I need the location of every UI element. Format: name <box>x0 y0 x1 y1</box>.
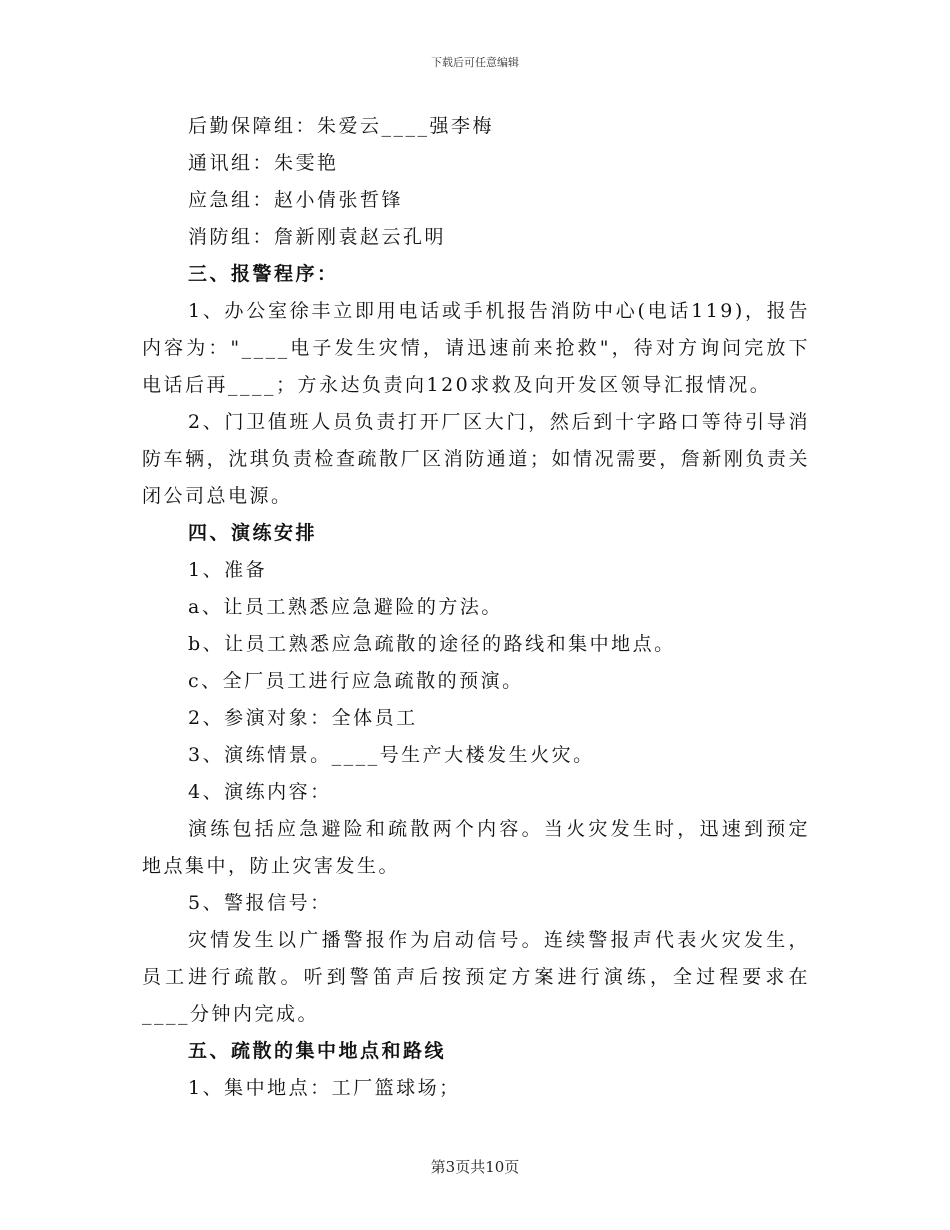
section-5-item-1: 1、集中地点：工厂篮球场； <box>188 1077 461 1099</box>
emergency-group-line: 应急组：赵小倩张哲锋 <box>188 189 404 211</box>
communication-group-line: 通讯组：朱雯艳 <box>188 152 339 174</box>
section-4-item-4: 4、演练内容： <box>188 781 332 803</box>
logistics-group-line: 后勤保障组：朱爱云____强李梅 <box>188 115 495 137</box>
section-4-item-5: 5、警报信号： <box>188 892 332 914</box>
section-4-item-a: a、让员工熟悉应急避险的方法。 <box>188 596 503 618</box>
section-4-item-2: 2、参演对象：全体员工 <box>188 707 418 729</box>
fire-group-line: 消防组：詹新刚袁赵云孔明 <box>188 226 447 248</box>
section-3-paragraph-2: 2、门卫值班人员负责打开厂区大门，然后到十字路口等待引导消防车辆，沈琪负责检查疏散厂区消防通道；如情况需要，詹新刚负责关闭公司总电源。 <box>142 411 810 507</box>
document-body <box>142 108 810 1107</box>
section-4-item-b: b、让员工熟悉应急疏散的途径的路线和集中地点。 <box>188 633 676 655</box>
section-4-item-4-paragraph: 演练包括应急避险和疏散两个内容。当火灾发生时，迅速到预定地点集中，防止灾害发生。 <box>142 818 810 877</box>
page-header-note: 下载后可任意编辑 <box>431 56 519 69</box>
section-4-item-1 <box>142 552 810 589</box>
section-4-item-5-paragraph: 灾情发生以广播警报作为启动信号。连续警报声代表火灾发生，员工进行疏散。听到警笛声后按预定方案进行演练，全过程要求在____分钟内完成。 <box>142 929 810 1025</box>
page-number: 第3页共10页 <box>430 1158 520 1176</box>
section-5-heading: 五、疏散的集中地点和路线 <box>188 1040 447 1062</box>
section-3-heading: 三、报警程序： <box>188 263 339 285</box>
section-4-heading: 四、演练安排 <box>188 522 318 544</box>
section-4-item-c: c、全厂员工进行应急疏散的预演。 <box>188 670 524 692</box>
section-3-paragraph-1: 1、办公室徐丰立即用电话或手机报告消防中心(电话119)，报告内容为："____电子发生灾情，请迅速前来抢救"，待对方询问完放下电话后再____；方永达负责向120求救及向开发区领导汇报情况。 <box>142 300 810 396</box>
section-4-item-1-text: 1、准备 <box>188 559 268 581</box>
section-4-item-3: 3、演练情景。____号生产大楼发生火灾。 <box>188 744 595 766</box>
